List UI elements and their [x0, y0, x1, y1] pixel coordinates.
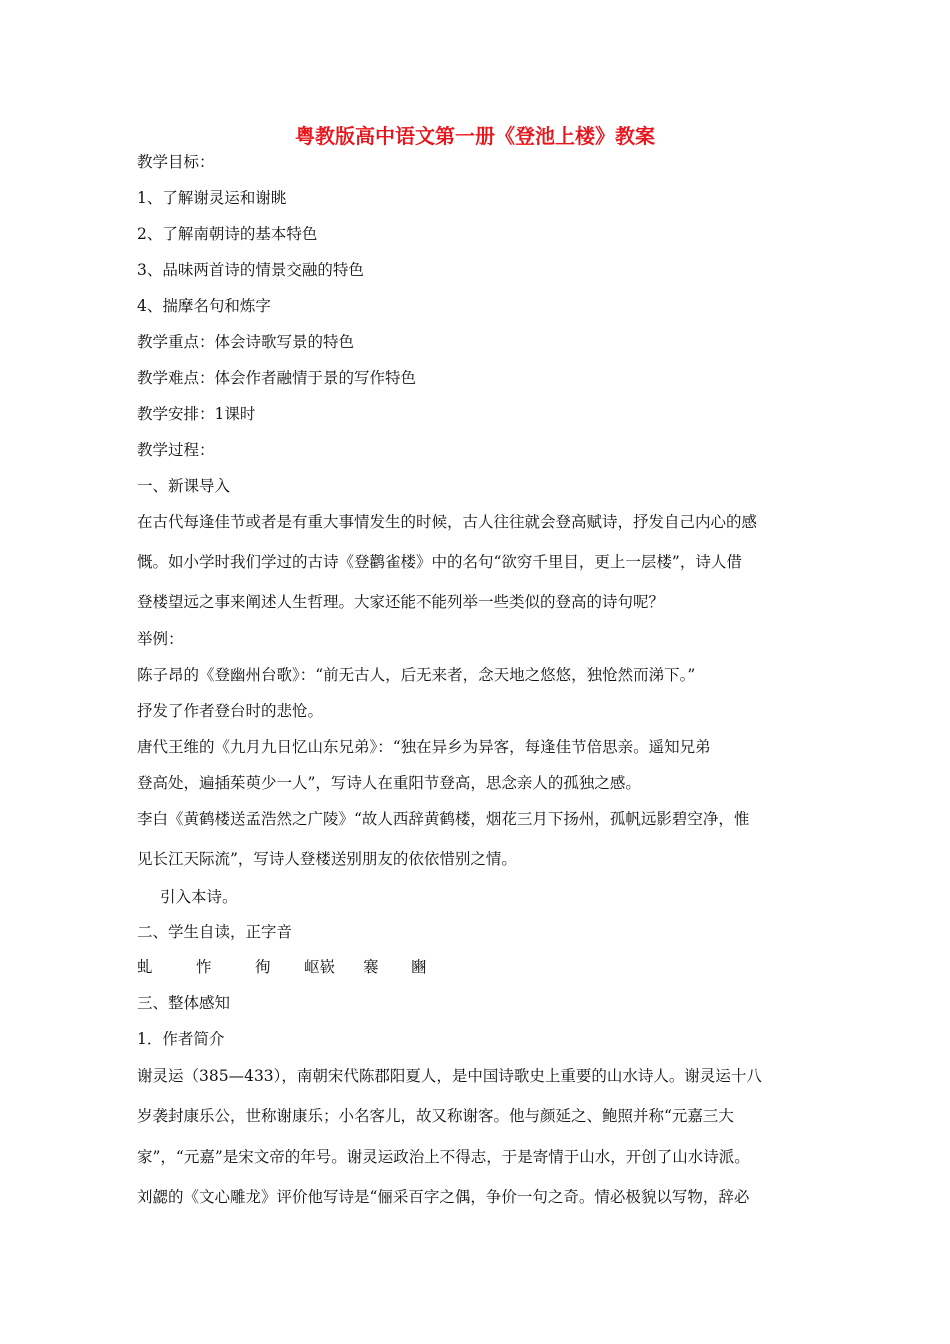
character-item: 徇 — [255, 958, 271, 976]
text-line: 3、品味两首诗的情景交融的特色 — [137, 261, 364, 279]
text-line: 谢灵运（385—433），南朝宋代陈郡阳夏人，是中国诗歌史上重要的山水诗人。谢灵运十八 — [137, 1067, 762, 1085]
text-line: 举例： — [137, 630, 184, 648]
section-heading: 二、学生自读，正字音 — [137, 923, 293, 941]
text-line: 李白《黄鹤楼送孟浩然之广陵》“故人西辞黄鹤楼，烟花三月下扬州，孤帆远影碧空净，惟 — [137, 810, 750, 828]
text-line: 抒发了作者登台时的悲怆。 — [137, 702, 324, 720]
text-line: 家”，“元嘉”是宋文帝的年号。谢灵运政治上不得志，于是寄情于山水，开创了山水诗派。 — [137, 1148, 750, 1166]
text-line: 唐代王维的《九月九日忆山东兄弟》：“独在异乡为异客，每逢佳节倍思亲。遥知兄弟 — [137, 738, 711, 756]
text-line: 2、了解南朝诗的基本特色 — [137, 225, 318, 243]
text-line: 登楼望远之事来阐述人生哲理。大家还能不能列举一些类似的登高的诗句呢？ — [137, 593, 665, 611]
text-line: 教学安排：1课时 — [137, 405, 256, 423]
text-line: 教学过程： — [137, 441, 215, 459]
character-item: 岖嵚 — [304, 958, 336, 976]
section-heading: 一、新课导入 — [137, 477, 231, 495]
text-line: 慨。如小学时我们学过的古诗《登鹳雀楼》中的名句“欲穷千里目，更上一层楼”，诗人借 — [137, 553, 742, 571]
text-line: 见长江天际流”，写诗人登楼送别朋友的依依惜别之情。 — [137, 850, 517, 868]
character-item: 怍 — [196, 958, 212, 976]
text-line: 教学难点：体会作者融情于景的写作特色 — [137, 369, 417, 387]
document-title: 粤教版高中语文第一册《登池上楼》教案 — [295, 124, 655, 148]
text-line: 1、了解谢灵运和谢眺 — [137, 189, 287, 207]
text-line: 引入本诗。 — [160, 888, 238, 906]
pronunciation-characters — [0, 956, 950, 980]
section-heading: 三、整体感知 — [137, 994, 231, 1012]
text-line: 4、揣摩名句和炼字 — [137, 297, 271, 315]
text-line: 教学目标： — [137, 153, 215, 171]
text-line: 在古代每逢佳节或者是有重大事情发生的时候，古人往往就会登高赋诗，抒发自己内心的感 — [137, 513, 758, 531]
text-line: 陈子昂的《登幽州台歌》：“前无古人，后无来者，念天地之悠悠，独怆然而涕下。” — [137, 666, 696, 684]
text-line: 1．作者简介 — [137, 1030, 225, 1048]
character-item: 虬 — [137, 958, 153, 976]
text-line: 教学重点：体会诗歌写景的特色 — [137, 333, 355, 351]
text-line: 刘勰的《文心雕龙》评价他写诗是“俪采百字之偶，争价一句之奇。情必极貌以写物，辞必 — [137, 1188, 750, 1206]
character-item: 豳 — [411, 958, 427, 976]
character-item: 褰 — [363, 958, 379, 976]
text-line: 登高处，遍插茱萸少一人”，写诗人在重阳节登高，思念亲人的孤独之感。 — [137, 774, 641, 792]
text-line: 岁袭封康乐公，世称谢康乐；小名客儿，故又称谢客。他与颜延之、鲍照并称“元嘉三大 — [137, 1107, 734, 1125]
